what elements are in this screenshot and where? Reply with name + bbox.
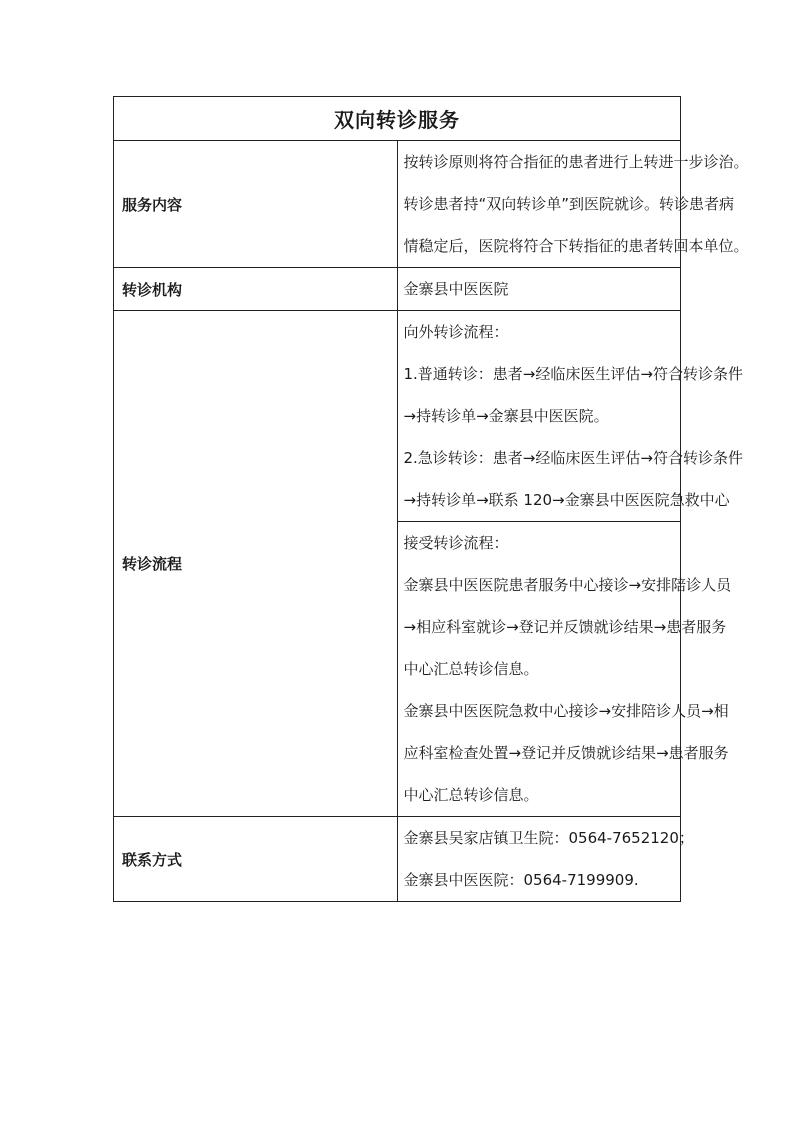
title-row <box>114 97 681 141</box>
inward-process-line: 中心汇总转诊信息。 <box>403 660 539 678</box>
inward-process-heading: 接受转诊流程： <box>403 534 509 552</box>
referral-org-label: 转诊机构 <box>114 268 398 311</box>
referral-org-name: 金寨县中医医院 <box>403 280 509 298</box>
service-content-text <box>397 141 749 268</box>
referral-service-table <box>113 96 749 902</box>
inward-process-text <box>397 522 732 817</box>
service-content-row <box>114 141 681 268</box>
outward-process-row <box>114 311 681 522</box>
inward-process-line: 金寨县中医医院急救中心接诊→安排陪诊人员→相 <box>403 702 729 720</box>
contact-label: 联系方式 <box>114 817 398 902</box>
inward-process-line: 中心汇总转诊信息。 <box>403 786 539 804</box>
referral-process-label: 转诊流程 <box>114 311 398 817</box>
outward-process-line: 1.普通转诊：患者→经临床医生评估→符合转诊条件 <box>403 365 743 383</box>
outward-process-text <box>397 311 743 522</box>
service-content-line: 按转诊原则将符合指征的患者进行上转进一步诊治。 <box>403 153 749 171</box>
inward-process-line: →相应科室就诊→登记并反馈就诊结果→患者服务 <box>403 618 727 636</box>
outward-process-line: 2.急诊转诊：患者→经临床医生评估→符合转诊条件 <box>403 449 743 467</box>
contact-line: 金寨县中医医院：0564-7199909. <box>403 871 639 889</box>
contact-text <box>397 817 694 902</box>
outward-process-line: →持转诊单→金寨县中医医院。 <box>403 407 609 425</box>
outward-process-heading: 向外转诊流程： <box>403 323 509 341</box>
referral-org-value <box>397 268 681 311</box>
referral-org-row <box>114 268 681 311</box>
service-content-line: 转诊患者持“双向转诊单”到医院就诊。转诊患者病 <box>403 195 735 213</box>
inward-process-line: 金寨县中医医院患者服务中心接诊→安排陪诊人员 <box>403 576 732 594</box>
contact-line: 金寨县吴家店镇卫生院：0564-7652120； <box>403 829 694 847</box>
outward-process-line: →持转诊单→联系 120→金寨县中医医院急救中心 <box>403 491 730 509</box>
inward-process-line: 应科室检查处置→登记并反馈就诊结果→患者服务 <box>403 744 729 762</box>
service-content-label: 服务内容 <box>114 141 398 268</box>
contact-row <box>114 817 681 902</box>
service-content-line: 情稳定后，医院将符合下转指征的患者转回本单位。 <box>403 237 749 255</box>
table-title: 双向转诊服务 <box>114 97 681 141</box>
